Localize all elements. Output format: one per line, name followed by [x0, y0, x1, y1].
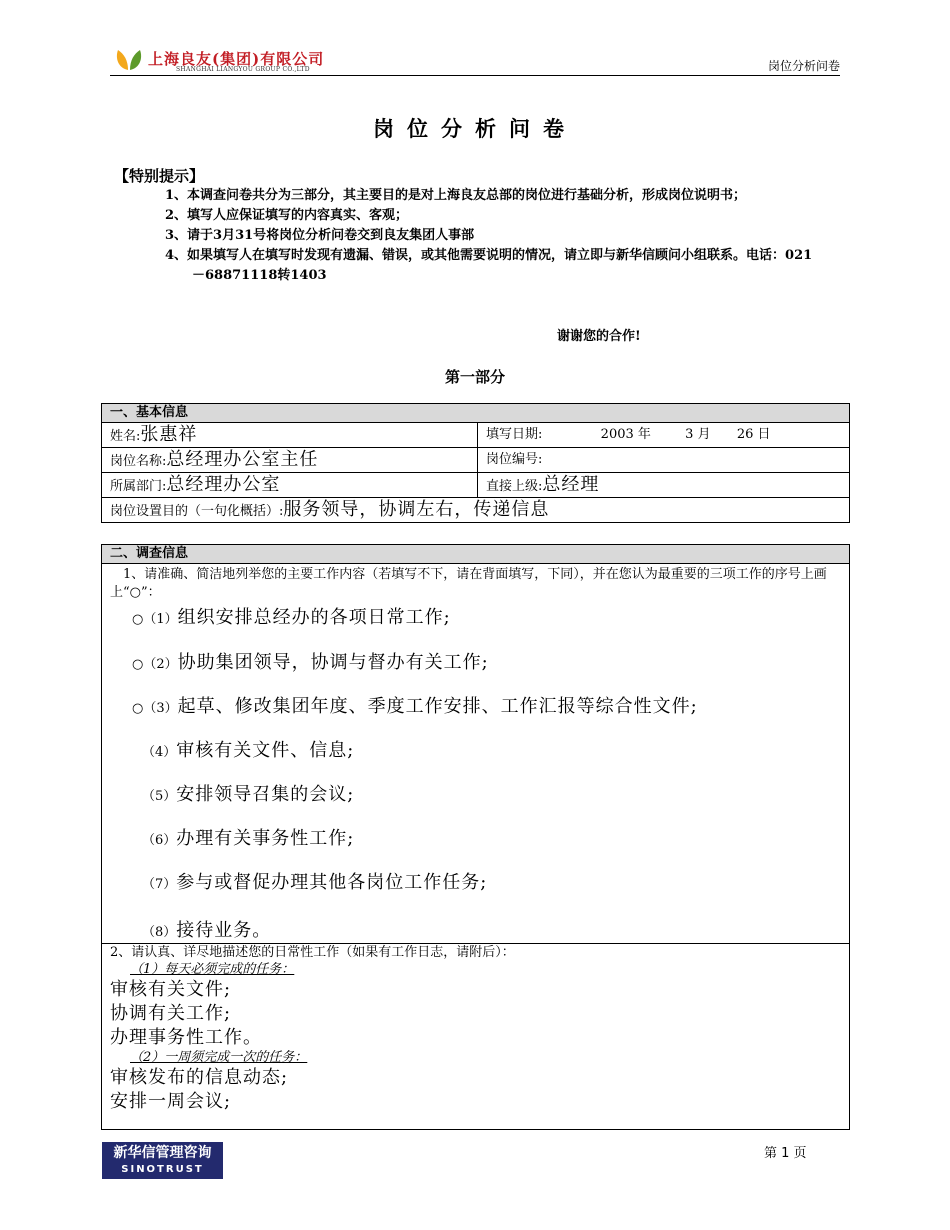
- position-value: 总经理办公室主任: [166, 449, 319, 470]
- page-number: 第 1 页: [764, 1146, 807, 1161]
- weekly-task[interactable]: 安排一周会议;: [110, 1091, 232, 1112]
- work-item-5[interactable]: （5）安排领导召集的会议;: [142, 784, 355, 805]
- daily-task[interactable]: 办理事务性工作。: [110, 1027, 262, 1048]
- department-cell[interactable]: 所属部门:总经理办公室: [102, 473, 478, 497]
- company-logo-icon: [114, 46, 144, 72]
- work-item-3[interactable]: ○（3）起草、修改集团年度、季度工作安排、工作汇报等综合性文件;: [132, 696, 698, 717]
- circle-mark-icon: ○: [132, 657, 144, 672]
- department-value: 总经理办公室: [166, 474, 281, 495]
- basic-info-heading: 一、基本信息: [102, 404, 849, 423]
- position-no-label: 岗位编号:: [486, 452, 543, 467]
- header-divider: [110, 75, 840, 76]
- notice-heading: 【特别提示】: [114, 167, 205, 185]
- header-doc-name: 岗位分析问卷: [767, 59, 840, 73]
- company-name-en: SHANGHAI LIANGYOU GROUP CO.,LTD: [176, 66, 310, 73]
- question-1: 1、请准确、简洁地列举您的主要工作内容（若填写不下，请在背面填写，下同），并在您认为最重要的三项工作的序号上画上“○”：: [110, 567, 827, 600]
- question-2: 2、请认真、详尽地描述您的日常性工作（如果有工作日志，请附后）：: [110, 945, 515, 960]
- footer-logo-cn: 新华信管理咨询: [113, 1145, 212, 1161]
- circle-mark-icon: ○: [132, 701, 144, 716]
- weekly-tasks-label: （2）一周须完成一次的任务：: [130, 1050, 308, 1065]
- name-value: 张惠祥: [140, 424, 198, 445]
- work-item-4[interactable]: （4）审核有关文件、信息;: [142, 740, 355, 761]
- company-name-cn: 上海良友(集团)有限公司: [148, 50, 325, 68]
- daily-task[interactable]: 审核有关文件;: [110, 979, 232, 1000]
- work-item-1[interactable]: ○（1）组织安排总经办的各项日常工作;: [132, 607, 451, 628]
- work-item-8[interactable]: （8）接待业务。: [142, 920, 272, 941]
- work-item-7[interactable]: （7）参与或督促办理其他各岗位工作任务;: [142, 872, 488, 893]
- position-cell[interactable]: 岗位名称:总经理办公室主任: [102, 448, 478, 472]
- date-year: 2003 年: [600, 427, 651, 442]
- date-month: 3 月: [685, 427, 711, 442]
- name-cell[interactable]: 姓名:张惠祥: [102, 423, 478, 447]
- superior-value: 总经理: [542, 474, 600, 495]
- sinotrust-logo: [102, 1142, 223, 1179]
- part-title: 第一部分: [444, 368, 505, 386]
- notice-item: 2、填写人应保证填写的内容真实、客观；: [165, 208, 409, 223]
- notice-list: [165, 186, 815, 286]
- thanks-text: 谢谢您的合作!: [557, 329, 641, 344]
- survey-heading: 二、调查信息: [102, 545, 849, 564]
- purpose-cell[interactable]: 岗位设置目的（一句化概括）:服务领导，协调左右，传递信息: [110, 499, 550, 520]
- purpose-value: 服务领导，协调左右，传递信息: [283, 499, 550, 520]
- question-2-block: [102, 943, 849, 1114]
- daily-tasks-label: （1）每天必须完成的任务：: [130, 962, 295, 977]
- position-no-cell[interactable]: [478, 448, 849, 472]
- weekly-task[interactable]: 审核发布的信息动态;: [110, 1067, 289, 1088]
- notice-item: 1、本调查问卷共分为三部分，其主要目的是对上海良友总部的岗位进行基础分析，形成岗位说明书；: [165, 188, 747, 203]
- basic-info-table: [101, 403, 850, 523]
- work-item-6[interactable]: （6）办理有关事务性工作;: [142, 828, 355, 849]
- daily-task[interactable]: 协调有关工作;: [110, 1003, 232, 1024]
- page-title: 岗位分析问卷: [373, 116, 577, 141]
- superior-cell[interactable]: 直接上级:总经理: [486, 474, 600, 495]
- date-cell[interactable]: [478, 423, 849, 447]
- work-item-2[interactable]: ○（2）协助集团领导，协调与督办有关工作;: [132, 652, 489, 673]
- footer-logo-en: SINOTRUST: [121, 1164, 204, 1175]
- date-label: 填写日期:: [486, 427, 543, 442]
- notice-item: 4、如果填写人在填写时发现有遗漏、错误，或其他需要说明的情况，请立即与新华信顾问小组联系。电话：021－68871118转1403: [165, 248, 813, 283]
- survey-table: [101, 544, 850, 1130]
- notice-item: 3、请于3月31号将岗位分析问卷交到良友集团人事部: [165, 228, 475, 243]
- circle-mark-icon: ○: [132, 612, 144, 627]
- date-day: 26 日: [736, 427, 771, 442]
